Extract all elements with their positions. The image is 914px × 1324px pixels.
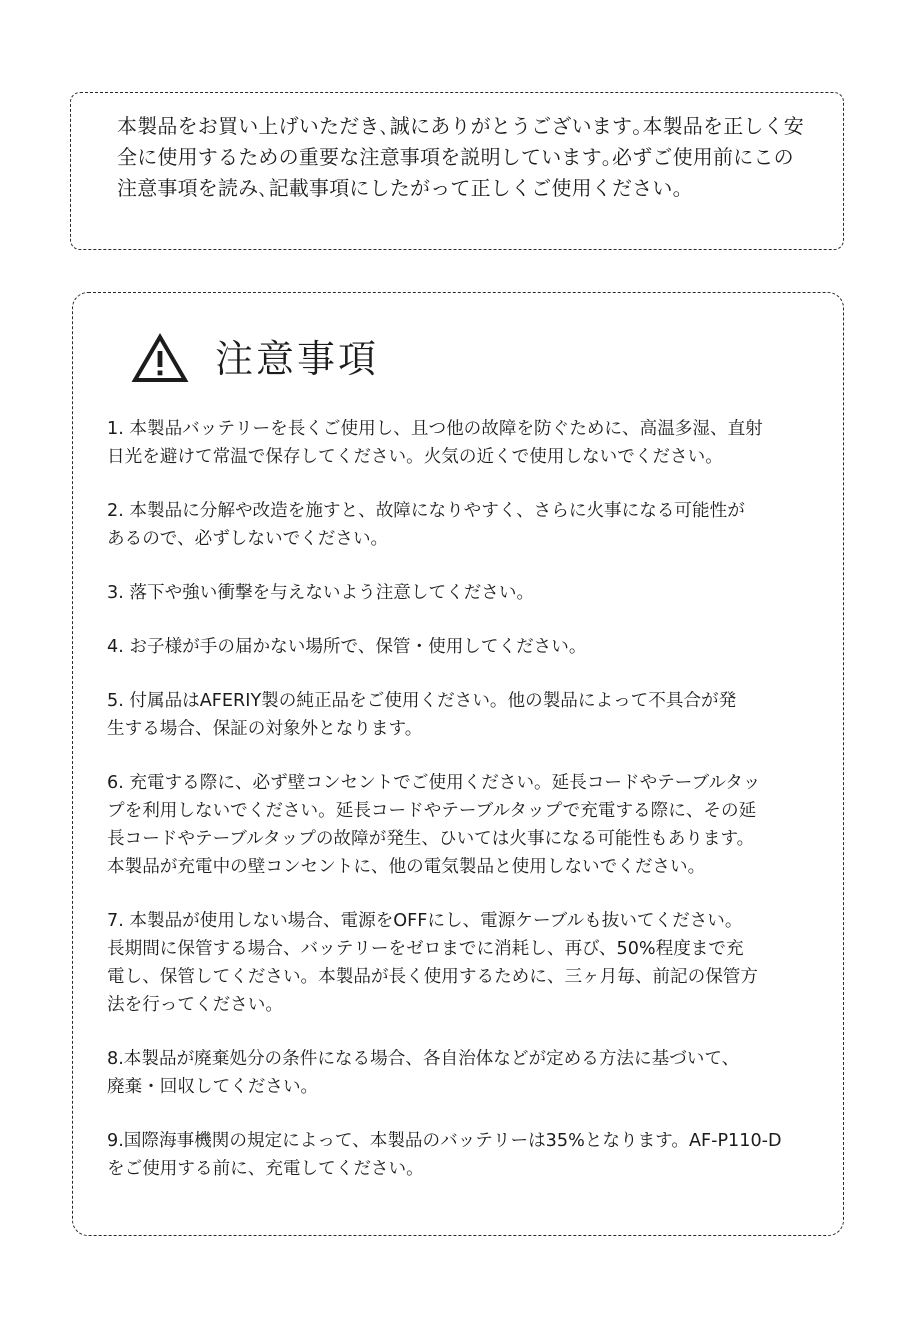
notice-item: 1. 本製品バッテリーを長くご使用し、且つ他の故障を防ぐために、高温多湿、直射 日光を避けて常温で保存してください。火気の近くで使用しないでください。 [107, 419, 763, 467]
intro-box [70, 92, 844, 250]
notice-item: 4. お子様が手の届かない場所で、保管・使用してください。 [107, 637, 587, 657]
notice-item: 7. 本製品が使用しない場合、電源をOFFにし、電源ケーブルも抜いてください。 長期間に保管する場合、バッテリーをゼロまでに消耗し、再び、50%程度まで充 電し、保管してください。本製品が長く使用するために、三ヶ月毎、前記の保管方 法を行ってください。 [107, 911, 758, 1015]
notice-list [107, 415, 833, 1183]
intro-text: 本製品をお買い上げいただき､誠にありがとうございます｡本製品を正しく安全に使用するための重要な注意事項を説明しています｡必ずご使用前にこの注意事項を読み､記載事項にしたがって正しくご使用ください。 [117, 114, 804, 200]
notice-item: 5. 付属品はAFERIY製の純正品をご使用ください。他の製品によって不具合が発 生する場合、保証の対象外となります。 [107, 691, 737, 739]
notice-item: 8.本製品が廃棄処分の条件になる場合、各自治体などが定める方法に基づいて、 廃棄・回収してください。 [107, 1049, 740, 1097]
notice-item: 3. 落下や強い衝撃を与えないよう注意してください。 [107, 583, 535, 603]
notice-heading [131, 331, 833, 387]
notice-item: 2. 本製品に分解や改造を施すと、故障になりやすく、さらに火事になる可能性が あるので、必ずしないでください。 [107, 501, 745, 549]
notice-item: 6. 充電する際に、必ず壁コンセントでご使用ください。延長コードやテーブルタッ プを利用しないでください。延長コードやテーブルタップで充電する際に、その延 長コードやテーブルタップの故障が発生、ひいては火事になる可能性もあります。 本製品が充電中の壁コンセントに、他の電気製品と使用しないでください。 [107, 773, 761, 877]
warning-triangle-icon [131, 333, 189, 385]
notice-title: 注意事項 [215, 337, 380, 381]
notice-box [72, 292, 844, 1236]
notice-item: 9.国際海事機関の規定によって、本製品のバッテリーは35%となります。AF-P110-D をご使用する前に、充電してください。 [107, 1131, 782, 1179]
